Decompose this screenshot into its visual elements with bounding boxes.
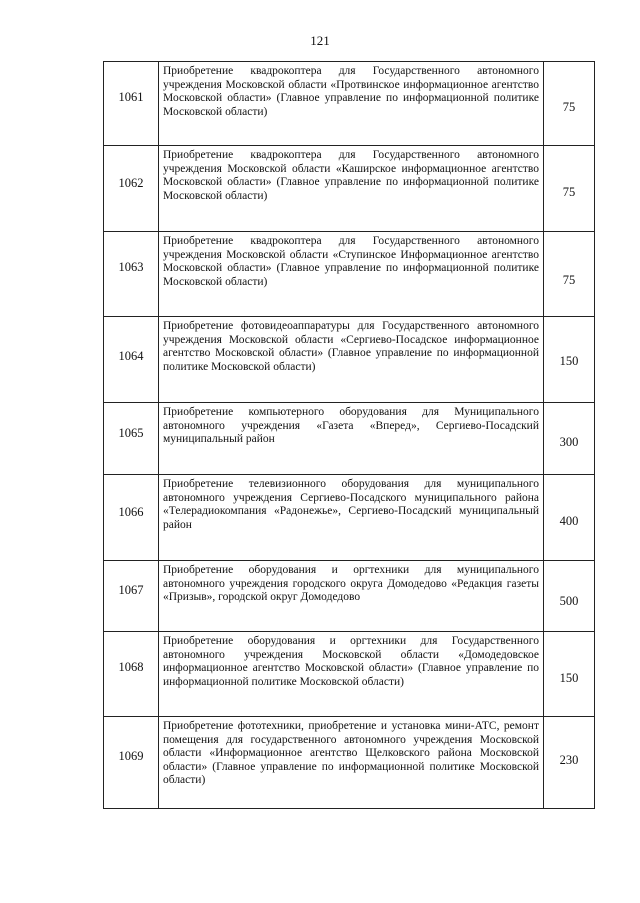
row-number: 1061 (104, 62, 159, 146)
row-amount: 230 (544, 717, 595, 809)
row-amount: 500 (544, 561, 595, 632)
appropriations-table (103, 61, 595, 809)
row-amount: 75 (544, 62, 595, 146)
row-number: 1069 (104, 717, 159, 809)
row-number: 1062 (104, 146, 159, 232)
table-row (104, 146, 595, 232)
table-row (104, 232, 595, 317)
table-row (104, 475, 595, 561)
row-number: 1064 (104, 317, 159, 403)
table-row (104, 317, 595, 403)
row-amount: 75 (544, 232, 595, 317)
row-description: Приобретение фотовидеоаппаратуры для Государственного автономного учреждения Московской области «Сергиево-Посадское информационное агентство Московской области» (Главное управление по информационной политике Московской области) (159, 317, 544, 403)
row-amount: 150 (544, 317, 595, 403)
row-number: 1068 (104, 632, 159, 717)
row-amount: 75 (544, 146, 595, 232)
table-row (104, 403, 595, 475)
row-number: 1066 (104, 475, 159, 561)
table-row (104, 62, 595, 146)
table-row (104, 717, 595, 809)
row-description: Приобретение квадрокоптера для Государственного автономного учреждения Московской области «Ступинское Информационное агентство Московской области» (Главное управление по информационной политике Московской области) (159, 232, 544, 317)
row-amount: 150 (544, 632, 595, 717)
row-amount: 300 (544, 403, 595, 475)
row-number: 1067 (104, 561, 159, 632)
row-description: Приобретение оборудования и оргтехники для муниципального автономного учреждения городского округа Домодедово «Редакция газеты «Призыв», городской округ Домодедово (159, 561, 544, 632)
page-number: 121 (310, 33, 330, 48)
row-description: Приобретение компьютерного оборудования для Муниципального автономного учреждения «Газета «Вперед», Сергиево-Посадский муниципальный район (159, 403, 544, 475)
row-number: 1065 (104, 403, 159, 475)
row-description: Приобретение телевизионного оборудования для муниципального автономного учреждения Сергиево-Посадского муниципального района «Телерадиокомпания «Радонежье», Сергиево-Посадский муниципальный район (159, 475, 544, 561)
table-row (104, 561, 595, 632)
row-description: Приобретение квадрокоптера для Государственного автономного учреждения Московской области «Протвинское информационное агентство Московской области» (Главное управление по информационной политике Московской области) (159, 62, 544, 146)
row-description: Приобретение квадрокоптера для Государственного автономного учреждения Московской области «Каширское информационное агентство Московской области» (Главное управление по информационной политике Московской области) (159, 146, 544, 232)
row-description: Приобретение оборудования и оргтехники для Государственного автономного учреждения Московской области «Домодедовское информационное агентство Московской области» (Главное управление по информационной политике Московской области) (159, 632, 544, 717)
row-number: 1063 (104, 232, 159, 317)
row-amount: 400 (544, 475, 595, 561)
row-description: Приобретение фототехники, приобретение и установка мини-АТС, ремонт помещения для государственного автономного учреждения Московской области «Информационное агентство Щелковского района Московской области» (Главное управление по информационной политике Московской области) (159, 717, 544, 809)
table-row (104, 632, 595, 717)
